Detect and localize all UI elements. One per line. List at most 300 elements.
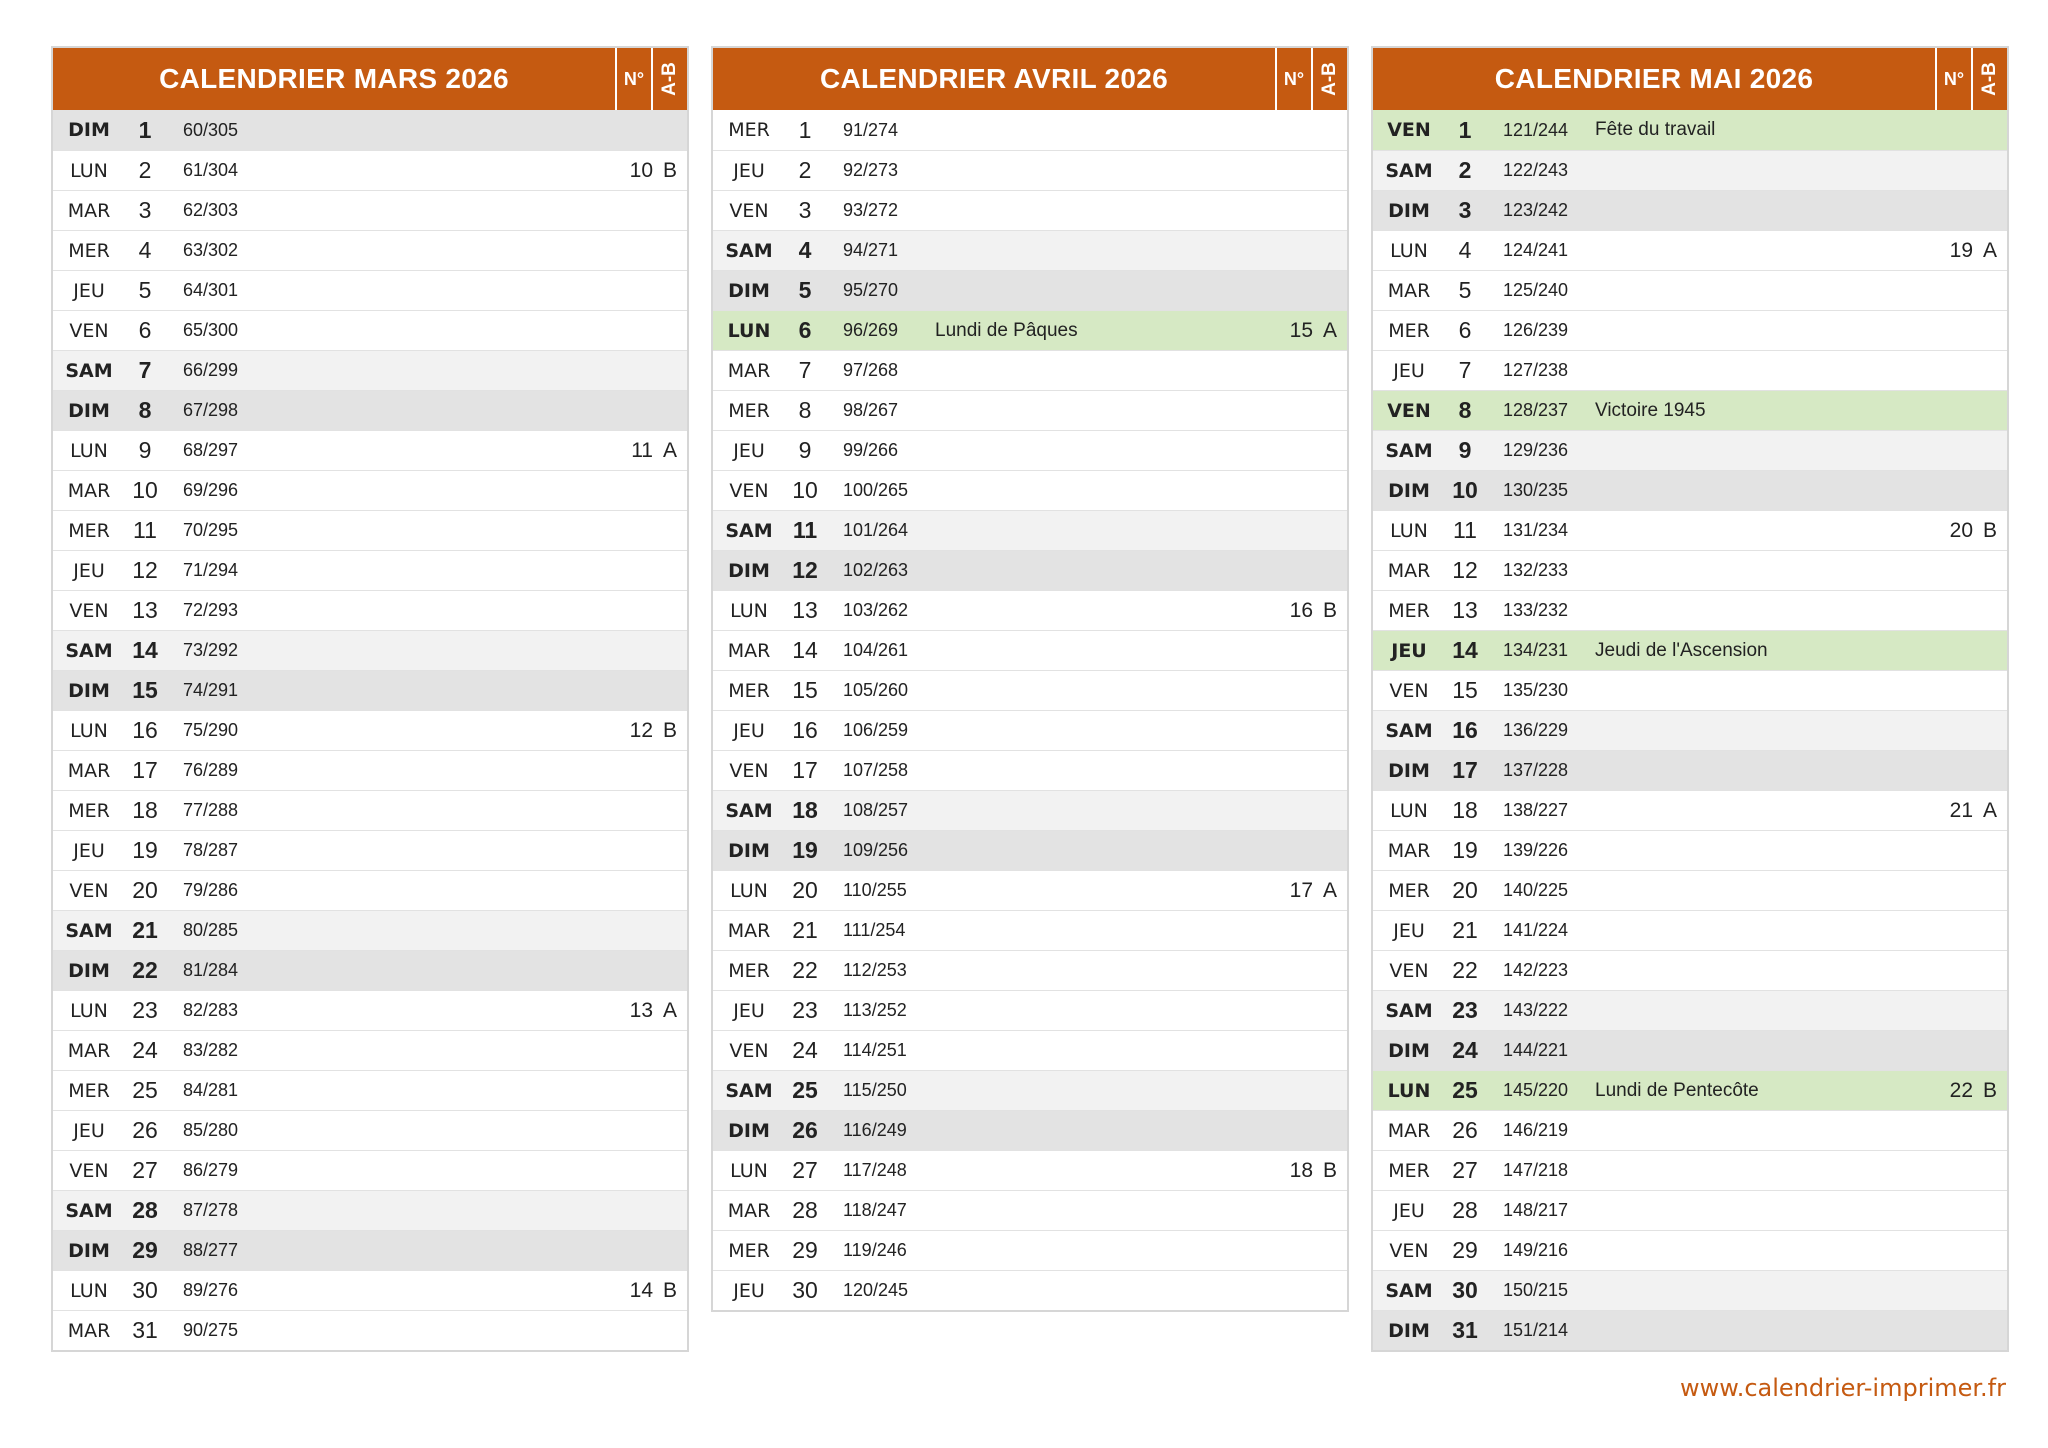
day-number: 3 [1458, 197, 1472, 223]
day-number: 29 [792, 1237, 818, 1263]
day-of-week: VEN [1389, 959, 1429, 982]
day-row [1373, 630, 2007, 670]
day-row [1373, 110, 2007, 150]
day-of-year: 118/247 [843, 1200, 907, 1220]
month-title: CALENDRIER AVRIL 2026 [819, 63, 1169, 94]
day-of-week: JEU [73, 839, 105, 862]
week-number: 15 [1289, 318, 1313, 342]
day-number: 2 [798, 157, 812, 183]
day-row [53, 750, 687, 790]
week-number-header: N° [615, 48, 651, 110]
day-row [53, 790, 687, 830]
day-row [713, 190, 1347, 230]
day-of-year: 117/248 [843, 1160, 907, 1180]
day-number: 14 [1452, 637, 1478, 663]
day-number: 29 [132, 1237, 158, 1263]
day-number: 16 [792, 717, 818, 743]
day-of-year: 148/217 [1503, 1200, 1569, 1220]
day-row [53, 230, 687, 270]
day-row [1373, 230, 2007, 270]
week-number: 14 [629, 1278, 653, 1302]
day-number: 31 [1452, 1317, 1478, 1343]
day-of-week: JEU [1393, 919, 1425, 942]
week-number: 18 [1289, 1158, 1313, 1182]
day-of-week: JEU [73, 559, 105, 582]
day-of-week: JEU [1393, 1199, 1425, 1222]
day-of-week: JEU [733, 999, 765, 1022]
day-number: 23 [132, 997, 158, 1023]
day-number: 11 [1453, 517, 1477, 543]
day-number: 8 [138, 397, 152, 423]
day-of-year: 95/270 [843, 280, 899, 300]
day-of-week: VEN [1387, 399, 1431, 422]
day-row [53, 1310, 687, 1350]
day-number: 10 [1452, 477, 1478, 503]
day-number: 1 [138, 116, 152, 143]
day-row [1373, 190, 2007, 230]
day-of-year: 86/279 [183, 1160, 239, 1180]
day-of-week: JEU [733, 159, 765, 182]
day-list [53, 110, 687, 1350]
day-of-year: 103/262 [843, 600, 909, 620]
day-of-year: 136/229 [1503, 720, 1569, 740]
week-number: 19 [1949, 238, 1973, 262]
day-number: 13 [792, 597, 818, 623]
day-of-year: 112/253 [843, 960, 907, 980]
day-of-year: 145/220 [1503, 1080, 1569, 1100]
week-number: 13 [629, 998, 653, 1022]
day-number: 28 [792, 1197, 818, 1223]
day-row [713, 630, 1347, 670]
day-row [713, 1190, 1347, 1230]
day-row [1373, 430, 2007, 470]
day-number: 23 [792, 997, 818, 1023]
day-of-year: 146/219 [1503, 1120, 1569, 1140]
day-row [1373, 1310, 2007, 1350]
day-number: 2 [138, 157, 152, 183]
day-number: 25 [1452, 1077, 1478, 1103]
day-of-year: 116/249 [843, 1120, 907, 1140]
day-of-week: MER [68, 519, 110, 542]
day-row [1373, 1030, 2007, 1070]
day-number: 10 [792, 477, 818, 503]
day-of-year: 135/230 [1503, 680, 1569, 700]
day-of-week: LUN [70, 1279, 108, 1302]
day-number: 3 [138, 197, 152, 223]
website-link[interactable]: www.calendrier-imprimer.fr [1680, 1374, 2006, 1402]
day-row [53, 870, 687, 910]
day-of-year: 142/223 [1503, 960, 1569, 980]
day-row [53, 1230, 687, 1270]
day-row [53, 910, 687, 950]
day-of-year: 77/288 [183, 800, 239, 820]
ab-header-label: A-B [1319, 62, 1340, 96]
month-title: CALENDRIER MARS 2026 [159, 63, 509, 94]
day-row [53, 150, 687, 190]
day-of-year: 83/282 [183, 1040, 239, 1060]
day-row [713, 470, 1347, 510]
day-number: 29 [1452, 1237, 1478, 1263]
day-row [713, 1230, 1347, 1270]
day-of-week: JEU [1391, 639, 1427, 662]
week-number: 21 [1949, 798, 1973, 822]
day-row [713, 830, 1347, 870]
day-of-week: MER [728, 119, 770, 141]
day-of-year: 140/225 [1503, 880, 1569, 900]
day-of-year: 99/266 [843, 440, 899, 460]
day-row [1373, 670, 2007, 710]
day-of-week: DIM [728, 279, 770, 302]
week-ab: A [1982, 238, 1997, 262]
day-number: 7 [798, 357, 812, 383]
ab-header [1971, 48, 2007, 110]
day-of-week: JEU [73, 279, 105, 302]
day-of-week: SAM [725, 239, 773, 262]
day-of-week: SAM [1385, 999, 1433, 1022]
day-number: 7 [1458, 357, 1472, 383]
day-of-week: JEU [733, 439, 765, 462]
day-number: 23 [1452, 997, 1478, 1023]
day-of-week: DIM [1388, 199, 1430, 222]
day-of-year: 121/244 [1503, 119, 1569, 140]
day-of-year: 74/291 [183, 680, 239, 700]
day-row [53, 110, 687, 150]
day-number: 24 [792, 1037, 818, 1063]
ab-header-label: A-B [1979, 62, 2000, 96]
day-row [1373, 870, 2007, 910]
day-row [1373, 150, 2007, 190]
day-of-year: 87/278 [183, 1200, 239, 1220]
day-of-year: 129/236 [1503, 440, 1569, 460]
week-number: 17 [1289, 878, 1313, 902]
day-of-year: 105/260 [843, 680, 909, 700]
day-row [53, 630, 687, 670]
day-number: 28 [1452, 1197, 1478, 1223]
day-of-year: 76/289 [183, 760, 239, 780]
day-of-week: LUN [1387, 1079, 1431, 1102]
day-row [53, 1150, 687, 1190]
day-number: 19 [1452, 837, 1478, 863]
day-number: 18 [1452, 797, 1478, 823]
day-of-week: MAR [1387, 559, 1431, 582]
day-row [1373, 1110, 2007, 1150]
day-of-year: 128/237 [1503, 400, 1569, 420]
day-of-week: MER [728, 1239, 770, 1262]
holiday-name: Lundi de Pâques [935, 319, 1078, 341]
day-row [1373, 550, 2007, 590]
holiday-name: Jeudi de l'Ascension [1595, 639, 1768, 661]
week-number: 12 [629, 718, 653, 742]
week-number: 11 [631, 438, 653, 462]
day-number: 22 [132, 957, 158, 983]
day-of-week: JEU [733, 719, 765, 742]
day-number: 30 [132, 1277, 158, 1303]
day-of-week: SAM [65, 639, 113, 662]
day-row [53, 510, 687, 550]
day-row [1373, 1270, 2007, 1310]
day-row [713, 670, 1347, 710]
day-number: 30 [792, 1277, 818, 1303]
day-number: 6 [798, 317, 812, 343]
day-row [1373, 310, 2007, 350]
day-of-week: MAR [727, 359, 771, 382]
day-of-week: LUN [1390, 239, 1428, 262]
day-number: 27 [1452, 1157, 1478, 1183]
day-number: 26 [1452, 1117, 1478, 1143]
day-number: 27 [132, 1157, 158, 1183]
day-of-year: 68/297 [183, 440, 239, 460]
day-number: 13 [1452, 597, 1478, 623]
holiday-name: Victoire 1945 [1595, 399, 1706, 421]
day-row [53, 1110, 687, 1150]
week-ab: A [1982, 798, 1997, 822]
day-of-week: MAR [727, 639, 771, 662]
day-of-year: 88/277 [183, 1240, 239, 1260]
day-of-year: 108/257 [843, 800, 909, 820]
day-of-week: VEN [69, 319, 109, 342]
day-row [713, 550, 1347, 590]
day-of-year: 61/304 [183, 160, 239, 180]
day-of-week: MAR [67, 199, 111, 222]
day-number: 19 [132, 837, 158, 863]
day-number: 14 [792, 637, 818, 663]
day-number: 6 [138, 317, 152, 343]
day-of-week: DIM [1388, 1039, 1430, 1062]
week-ab: A [1322, 318, 1337, 342]
day-row [713, 310, 1347, 350]
day-of-week: LUN [70, 999, 108, 1022]
day-of-year: 62/303 [183, 200, 239, 220]
day-of-week: MER [68, 239, 110, 262]
month-header [1373, 48, 2007, 110]
day-number: 25 [132, 1077, 158, 1103]
day-number: 5 [798, 277, 812, 303]
day-row [53, 1070, 687, 1110]
day-row [1373, 1230, 2007, 1270]
day-of-week: DIM [1388, 759, 1430, 782]
day-of-week: VEN [729, 199, 769, 222]
day-number: 5 [1458, 277, 1472, 303]
day-of-year: 79/286 [183, 880, 239, 900]
day-of-year: 60/305 [183, 119, 239, 140]
day-of-week: MAR [67, 759, 111, 782]
day-of-week: VEN [69, 1159, 109, 1182]
day-row [1373, 710, 2007, 750]
day-row [53, 950, 687, 990]
day-of-year: 131/234 [1503, 520, 1569, 540]
day-of-year: 90/275 [183, 1320, 239, 1340]
day-number: 11 [792, 517, 818, 543]
day-of-year: 127/238 [1503, 360, 1569, 380]
day-of-year: 137/228 [1503, 760, 1569, 780]
day-of-week: MAR [727, 919, 771, 942]
day-of-week: LUN [730, 1159, 768, 1182]
day-of-year: 100/265 [843, 480, 909, 500]
day-of-week: LUN [727, 319, 771, 342]
day-of-week: DIM [68, 119, 110, 141]
day-of-year: 125/240 [1503, 280, 1569, 300]
day-of-year: 73/292 [183, 640, 239, 660]
week-number: 16 [1289, 598, 1313, 622]
day-row [713, 350, 1347, 390]
week-ab: A [662, 998, 677, 1022]
day-of-week: SAM [1385, 159, 1433, 182]
day-of-year: 65/300 [183, 320, 239, 340]
day-of-year: 149/216 [1503, 1240, 1569, 1260]
day-of-year: 63/302 [183, 240, 239, 260]
day-row [1373, 910, 2007, 950]
day-row [713, 110, 1347, 150]
day-of-week: MAR [67, 1039, 111, 1062]
day-of-year: 110/255 [843, 880, 907, 900]
day-of-year: 106/259 [843, 720, 909, 740]
day-row [53, 470, 687, 510]
day-row [53, 670, 687, 710]
day-number: 20 [132, 877, 158, 903]
day-of-week: VEN [69, 879, 109, 902]
day-number: 15 [132, 677, 158, 703]
day-row [713, 230, 1347, 270]
day-row [713, 1070, 1347, 1110]
day-of-year: 133/232 [1503, 600, 1569, 620]
month-title: CALENDRIER MAI 2026 [1494, 63, 1814, 94]
day-of-year: 80/285 [183, 920, 239, 940]
day-number: 24 [132, 1037, 158, 1063]
day-of-year: 69/296 [183, 480, 239, 500]
day-of-year: 115/250 [843, 1080, 907, 1100]
day-of-week: VEN [1389, 679, 1429, 702]
day-of-year: 123/242 [1503, 200, 1569, 220]
day-row [1373, 990, 2007, 1030]
day-of-week: LUN [730, 599, 768, 622]
day-of-year: 94/271 [843, 240, 899, 260]
week-number-header: N° [1275, 48, 1311, 110]
day-number: 26 [792, 1117, 818, 1143]
day-number: 12 [1452, 557, 1478, 583]
day-of-year: 109/256 [843, 840, 909, 860]
day-of-year: 67/298 [183, 400, 239, 420]
day-of-year: 89/276 [183, 1280, 239, 1300]
day-of-year: 72/293 [183, 600, 239, 620]
day-of-year: 124/241 [1503, 240, 1569, 260]
day-number: 18 [132, 797, 158, 823]
day-of-year: 151/214 [1503, 1320, 1569, 1340]
week-ab: B [662, 1278, 677, 1302]
day-of-week: DIM [68, 399, 110, 422]
day-row [713, 870, 1347, 910]
day-of-week: DIM [1388, 1319, 1430, 1342]
day-number: 20 [1452, 877, 1478, 903]
day-of-week: MAR [1387, 839, 1431, 862]
day-of-week: MER [728, 399, 770, 422]
day-row [53, 430, 687, 470]
day-number: 4 [138, 237, 152, 263]
day-row [53, 1270, 687, 1310]
day-number: 1 [1458, 116, 1472, 143]
day-of-week: JEU [73, 1119, 105, 1142]
day-of-week: LUN [730, 879, 768, 902]
day-of-week: MER [1388, 879, 1430, 902]
day-of-week: MAR [1387, 1119, 1431, 1142]
day-of-week: VEN [1387, 119, 1431, 141]
day-number: 30 [1452, 1277, 1478, 1303]
day-row [1373, 590, 2007, 630]
day-of-week: SAM [65, 1199, 113, 1222]
day-of-year: 130/235 [1503, 480, 1569, 500]
day-of-year: 64/301 [183, 280, 239, 300]
week-ab: B [1322, 598, 1337, 622]
day-number: 4 [798, 237, 812, 263]
day-row [53, 190, 687, 230]
day-number: 11 [133, 517, 157, 543]
day-number: 15 [1452, 677, 1478, 703]
day-of-week: LUN [1390, 519, 1428, 542]
day-of-year: 97/268 [843, 360, 899, 380]
day-number: 9 [138, 437, 152, 463]
day-of-year: 78/287 [183, 840, 239, 860]
day-of-week: MER [1388, 319, 1430, 342]
day-of-week: SAM [1385, 439, 1433, 462]
day-number: 8 [798, 397, 812, 423]
day-number: 3 [798, 197, 812, 223]
day-number: 6 [1458, 317, 1472, 343]
day-of-week: MER [68, 799, 110, 822]
day-of-week: SAM [725, 519, 773, 542]
day-of-week: SAM [725, 799, 773, 822]
day-number: 9 [798, 437, 812, 463]
day-number: 13 [132, 597, 158, 623]
day-of-year: 104/261 [843, 640, 909, 660]
day-of-week: MAR [67, 479, 111, 502]
day-row [713, 1270, 1347, 1310]
day-row [713, 430, 1347, 470]
day-row [713, 390, 1347, 430]
day-of-week: LUN [70, 159, 108, 182]
day-row [1373, 830, 2007, 870]
day-of-week: SAM [1385, 1279, 1433, 1302]
day-row [53, 1030, 687, 1070]
day-of-week: DIM [1388, 479, 1430, 502]
day-number: 9 [1458, 437, 1472, 463]
day-number: 15 [792, 677, 818, 703]
day-of-year: 139/226 [1503, 840, 1569, 860]
day-number: 7 [138, 357, 152, 383]
day-of-week: MER [728, 959, 770, 982]
day-of-week: DIM [68, 679, 110, 702]
day-of-week: VEN [729, 1039, 769, 1062]
day-row [53, 1190, 687, 1230]
day-of-week: VEN [69, 599, 109, 622]
ab-header [651, 48, 687, 110]
day-of-year: 113/252 [843, 1000, 907, 1020]
day-of-year: 96/269 [843, 320, 899, 340]
day-of-week: LUN [70, 439, 108, 462]
month-header [713, 48, 1347, 110]
week-ab: B [662, 718, 677, 742]
month-march [51, 46, 689, 1352]
day-of-week: SAM [1385, 719, 1433, 742]
day-row [1373, 1150, 2007, 1190]
day-of-week: JEU [1393, 359, 1425, 382]
day-number: 16 [1452, 717, 1478, 743]
day-of-week: MER [1388, 599, 1430, 622]
day-number: 16 [132, 717, 158, 743]
day-row [713, 1150, 1347, 1190]
day-row [713, 590, 1347, 630]
day-of-week: VEN [729, 759, 769, 782]
day-row [1373, 750, 2007, 790]
day-row [1373, 510, 2007, 550]
